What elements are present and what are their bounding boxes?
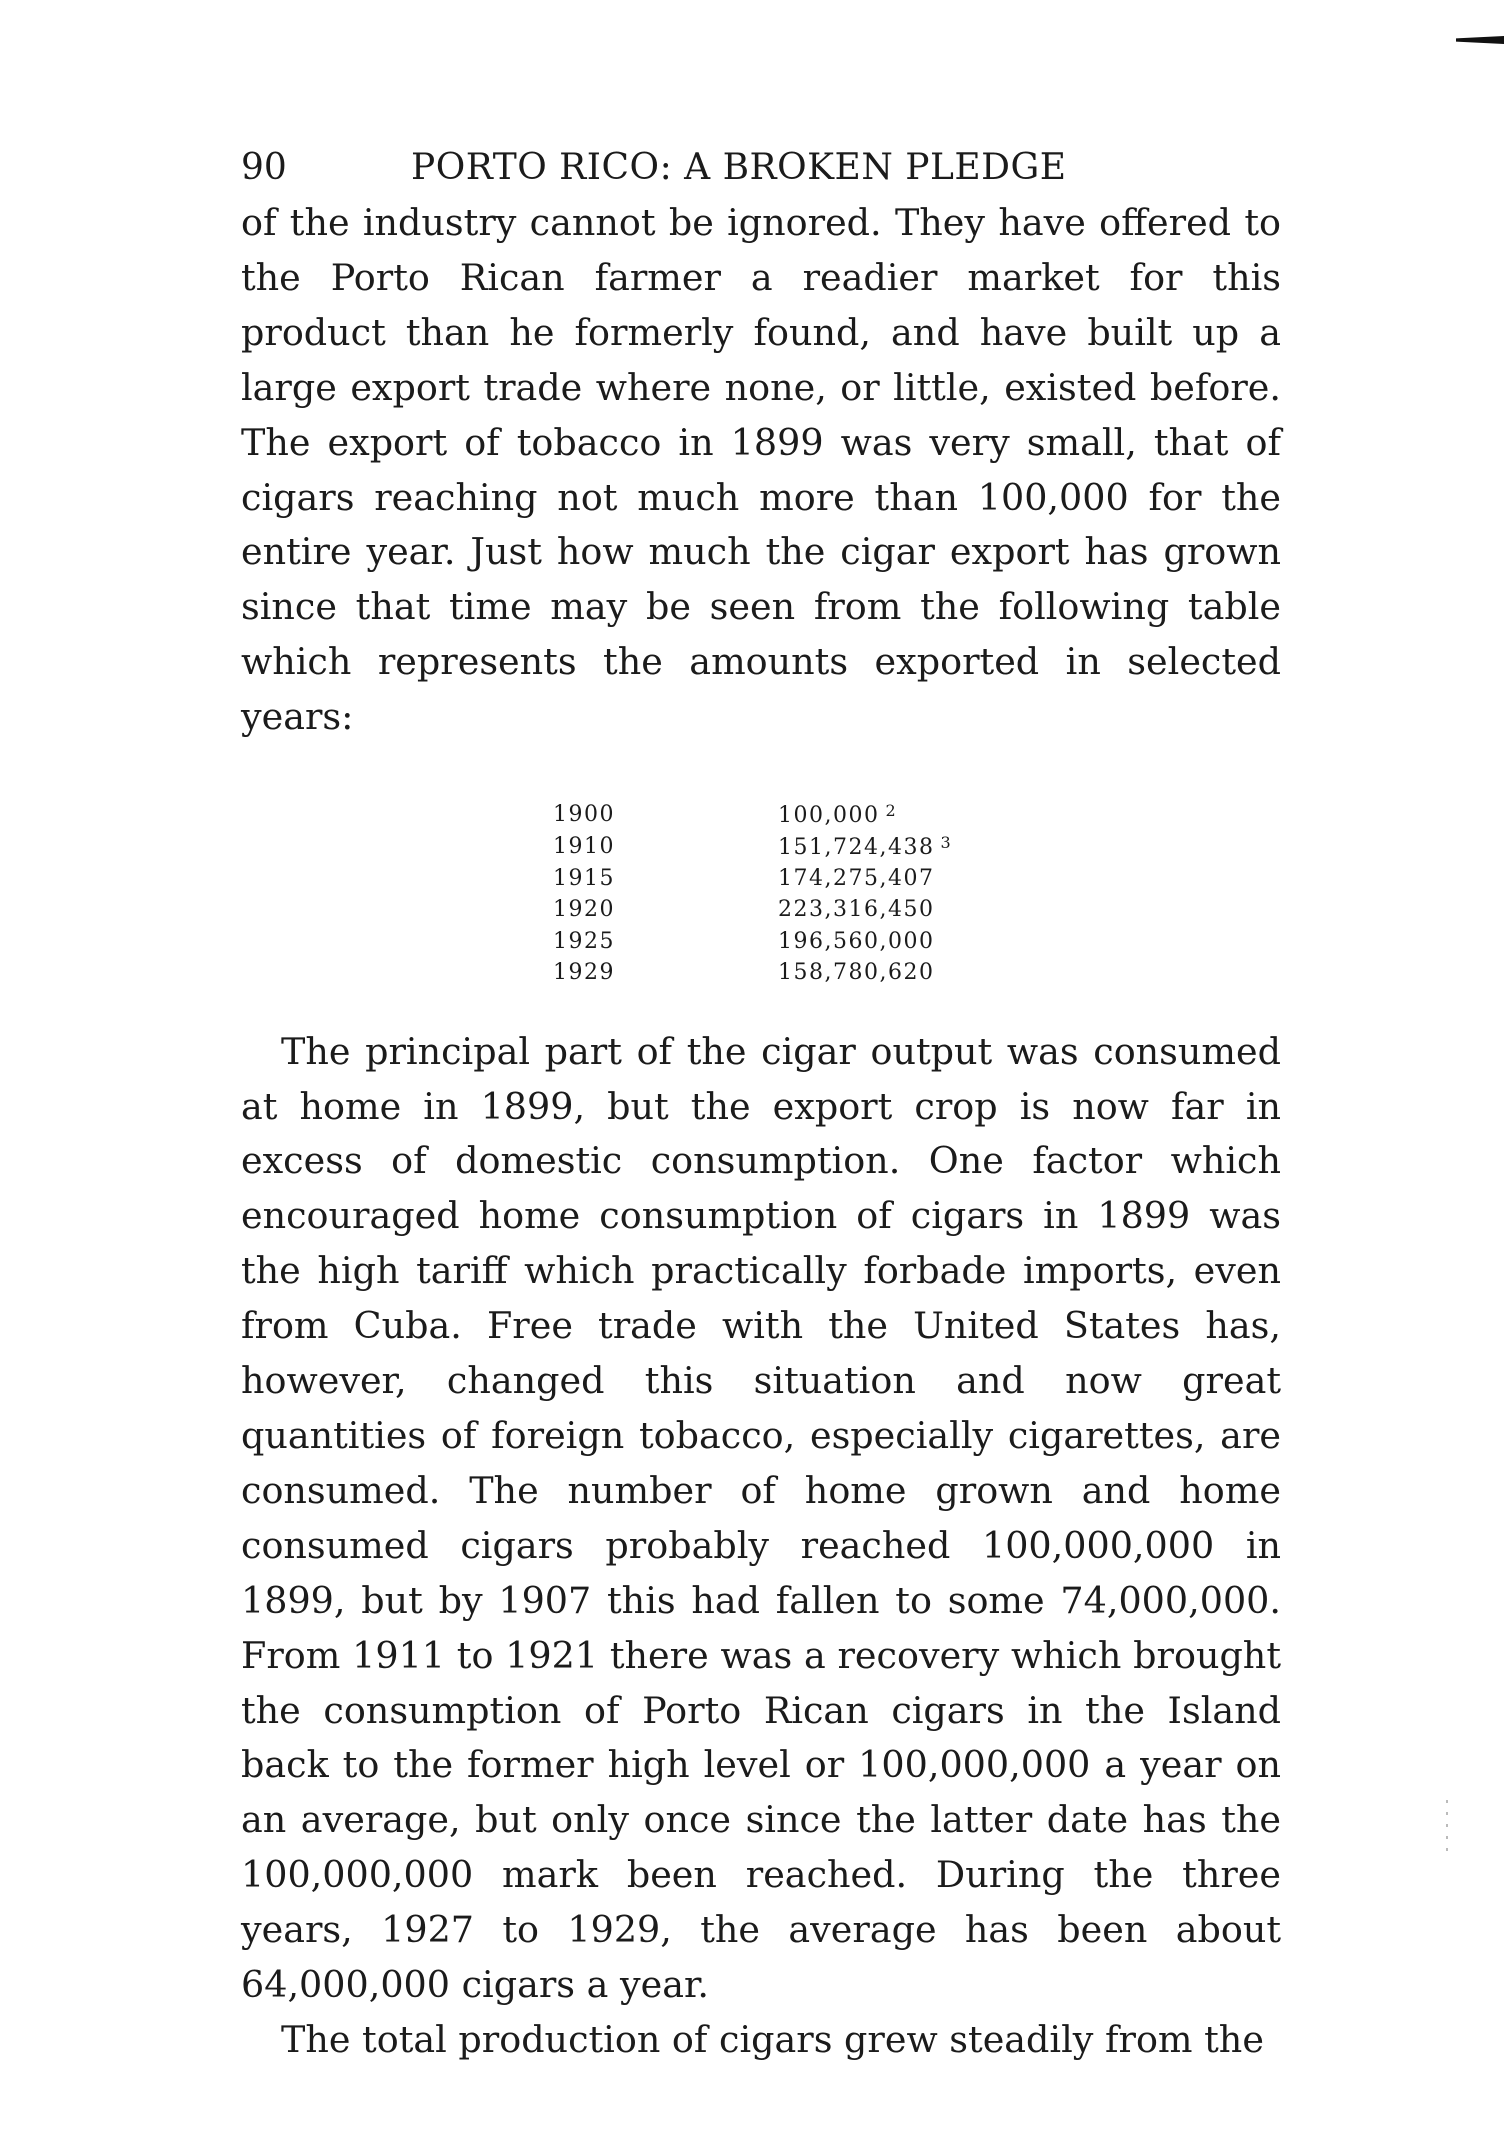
running-title: PORTO RICO: A BROKEN PLEDGE [411, 147, 1067, 188]
year-cell: 1900 [553, 802, 615, 828]
paragraph-continued: of the industry cannot be ignored. They have offered to the Porto Rican farmer a readier market for this product than he formerly found, and have built up a large export trade where none, or little, existed before. The export of tobacco in 1899 was very small, that of cigars reaching not much more than 100,000 for the entire year. Just how much the cigar export has grown since that time may be seen from the following table which represents the amounts exported in selected years: [241, 201, 1281, 739]
amount-cell [778, 925, 998, 957]
cigar-export-table [553, 799, 998, 989]
footnote-marker: 2 [885, 801, 898, 821]
footnote-marker: 3 [940, 832, 953, 852]
amount-value: 196,560,000 [778, 928, 935, 954]
scan-artifact-dots [1446, 1800, 1448, 1860]
table-row [553, 894, 998, 926]
year-cell: 1920 [553, 897, 615, 923]
amount-cell [778, 799, 998, 831]
amount-cell [778, 894, 998, 926]
amount-value: 174,275,407 [778, 865, 935, 891]
amount-value: 100,000 [778, 803, 880, 829]
page-header [241, 140, 1281, 196]
table-row [553, 799, 998, 831]
year-cell: 1915 [553, 865, 615, 891]
amount-value: 151,724,438 [778, 834, 935, 860]
book-page [241, 140, 1281, 2068]
paragraph-consumption: The principal part of the cigar output was consumed at home in 1899, but the export crop is now far in excess of domestic consumption. One factor which encouraged home consumption of cigars in 1899 was the high tariff which practically forbade imports, even from Cuba. Free trade with the United States has, however, changed this situation and now great quantities of foreign tobacco, especially cigarettes, are consumed. The number of home grown and home consumed cigars probably reached 100,000,000 in 1899, but by 1907 this had fallen to some 74,000,000. From 1911 to 1921 there was a recovery which brought the consumption of Porto Rican cigars in the Island back to the former high level or 100,000,000 a year on an average, but only once since the latter date has the 100,000,000 mark been reached. During the three years, 1927 to 1929, the average has been about 64,000,000 cigars a year. [241, 1029, 1281, 2007]
table-row [553, 831, 998, 863]
year-cell: 1929 [553, 960, 615, 986]
amount-cell [778, 957, 998, 989]
year-cell: 1925 [553, 928, 615, 954]
table-row [553, 862, 998, 894]
page-number: 90 [241, 147, 287, 188]
table-row [553, 925, 998, 957]
amount-cell [778, 831, 998, 863]
table-row [553, 957, 998, 989]
scan-edge-mark [1456, 36, 1504, 44]
year-cell: 1910 [553, 833, 615, 859]
amount-cell [778, 862, 998, 894]
amount-value: 158,780,620 [778, 960, 935, 986]
paragraph-production: The total production of cigars grew steadily from the [281, 2017, 1264, 2061]
amount-value: 223,316,450 [778, 897, 935, 923]
